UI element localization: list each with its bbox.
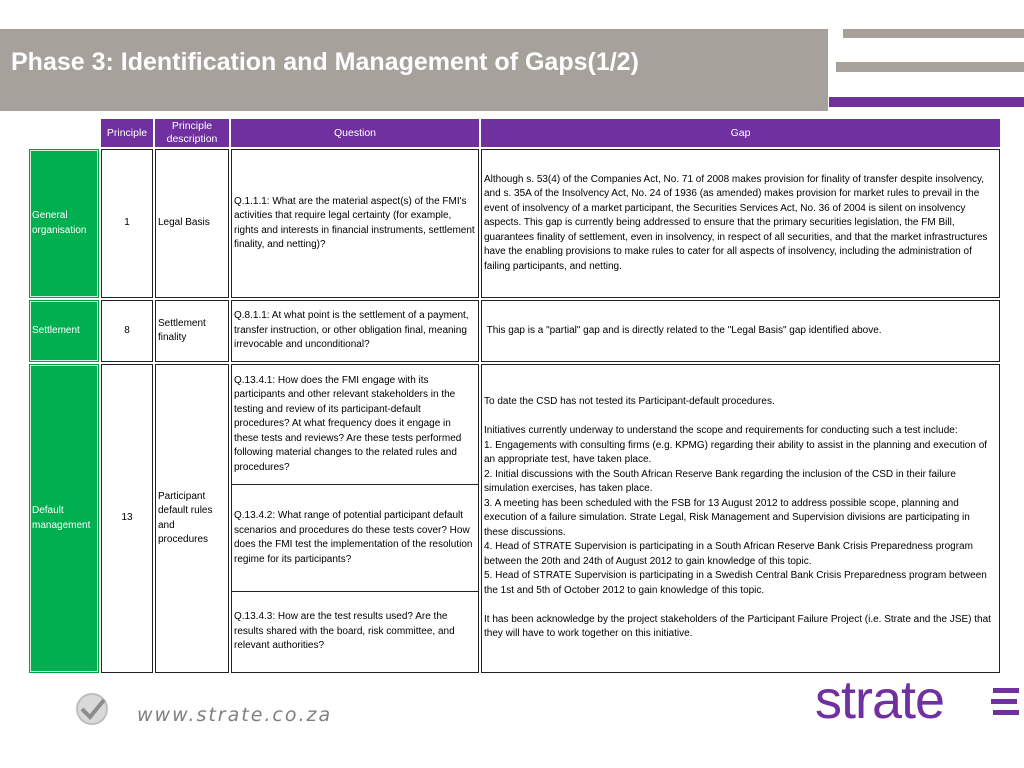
group-label: Settlement — [32, 324, 80, 336]
question-cell: Q.13.4.3: How are the test results used? Are the results shared with the board, risk committee, and relevant authorities? — [231, 591, 479, 673]
gap-cell — [481, 300, 1000, 362]
gap-cell — [481, 149, 1000, 298]
principle-number: 13 — [101, 364, 153, 673]
question-cell: Q.8.1.1: At what point is the settlement of a payment, transfer instruction, or other obligation final, meaning irrevocable and unconditional? — [231, 300, 479, 362]
gap-paragraph: Initiatives currently underway to understand the scope and requirements for conducting such a test include: — [484, 425, 958, 437]
principle-number: 1 — [101, 149, 153, 298]
gap-paragraph: It has been acknowledge by the project stakeholders of the Participant Failure Project (i.e. Strate and the JSE) that they will have to work together on this initiative. — [484, 613, 991, 640]
website-url[interactable]: www.strate.co.za — [137, 704, 333, 726]
group-default-management — [29, 364, 99, 673]
header-principle: Principle — [101, 119, 153, 147]
logo-wordmark: strate — [815, 671, 945, 727]
gap-paragraph: 2. Initial discussions with the South African Reserve Bank regarding the inclusion of the CSD in their failure simulation exercises, has taken place. — [484, 468, 956, 495]
slide-title: Phase 3: Identification and Management of Gaps(1/2) — [11, 48, 639, 76]
group-label: General organisation — [32, 210, 87, 236]
gap-cell — [481, 364, 1000, 673]
decor-stripe-purple — [829, 97, 1024, 107]
gap-paragraph: 1. Engagements with consulting firms (e.g. KPMG) regarding their ability to assist in the planning and execution of an appropriate test, have taken place. — [484, 439, 988, 466]
gap-paragraph: 4. Head of STRATE Supervision is participating in a South African Reserve Bank Crisis Preparedness program between the 20th and 24th of August 2012 to gain knowledge of this topic. — [484, 541, 973, 567]
header-gap: Gap — [481, 119, 1000, 147]
principle-description: Settlement finality — [155, 300, 229, 362]
gap-paragraph: This gap is a "partial" gap and is directly related to the "Legal Basis" gap identified above. — [484, 324, 882, 336]
group-settlement — [29, 300, 99, 362]
group-label: Default management — [32, 505, 91, 531]
strate-logo-icon — [815, 671, 1021, 727]
gap-paragraph: 5. Head of STRATE Supervision is participating in a Swedish Central Bank Crisis Preparedness program between the 1st and 5th of October 2012 to gain knowledge of this topic. — [484, 570, 987, 596]
group-general-organisation — [29, 149, 99, 298]
decor-stripe-top — [843, 29, 1024, 38]
gap-spacer — [484, 410, 997, 425]
header-principle-description: Principle description — [155, 119, 229, 147]
question-cell: Q.13.4.2: What range of potential participant default scenarios and procedures do these tests cover? How does the FMI test the implementation of the resolution regime for its participants? — [231, 484, 479, 592]
certification-seal-icon — [73, 692, 111, 726]
principle-description: Participant default rules and procedures — [155, 364, 229, 673]
question-cell: Q.1.1.1: What are the material aspect(s) of the FMI's activities that require legal certainty (for example, rights and interests in financial instruments, settlement finality, and netting)? — [231, 149, 479, 298]
principle-description: Legal Basis — [155, 149, 229, 298]
principle-number: 8 — [101, 300, 153, 362]
gap-paragraph: Although s. 53(4) of the Companies Act, No. 71 of 2008 makes provision for finality of transfer despite insolvency, and s. 35A of the Insolvency Act, No. 24 of 1936 (as amended) makes provision for market rules to prevail in the event of insolvency of a market participant, the Securities Services Act, No. 36 of 2004 is silent on insolvency aspects. This gap is currently being addressed to ensure that the primary securities legislation, the FM Bill, guarantees finality of settlement, even in insolvency, in respect of all securities, and that the market infrastructures have the enabling provisions to make rules to cater for all aspects of insolvency, including the administration of failing participants, and netting. — [484, 173, 988, 272]
header-question: Question — [231, 119, 479, 147]
gap-paragraph: 3. A meeting has been scheduled with the FSB for 13 August 2012 to address possible scope, planning and execution of a failure simulation. Strate Legal, Risk Management and Supervision divisions are participating in these discussions. — [484, 497, 970, 538]
gap-paragraph: To date the CSD has not tested its Participant-default procedures. — [484, 396, 775, 408]
decor-stripe-middle — [836, 62, 1024, 72]
question-cell: Q.13.4.1: How does the FMI engage with its participants and other relevant stakeholders in the testing and review of its participant-default procedures? At what frequency does it engage in these tests and reviews? Are these tests performed following material changes to the related rules and procedures? — [231, 364, 479, 485]
gap-spacer — [484, 598, 997, 613]
